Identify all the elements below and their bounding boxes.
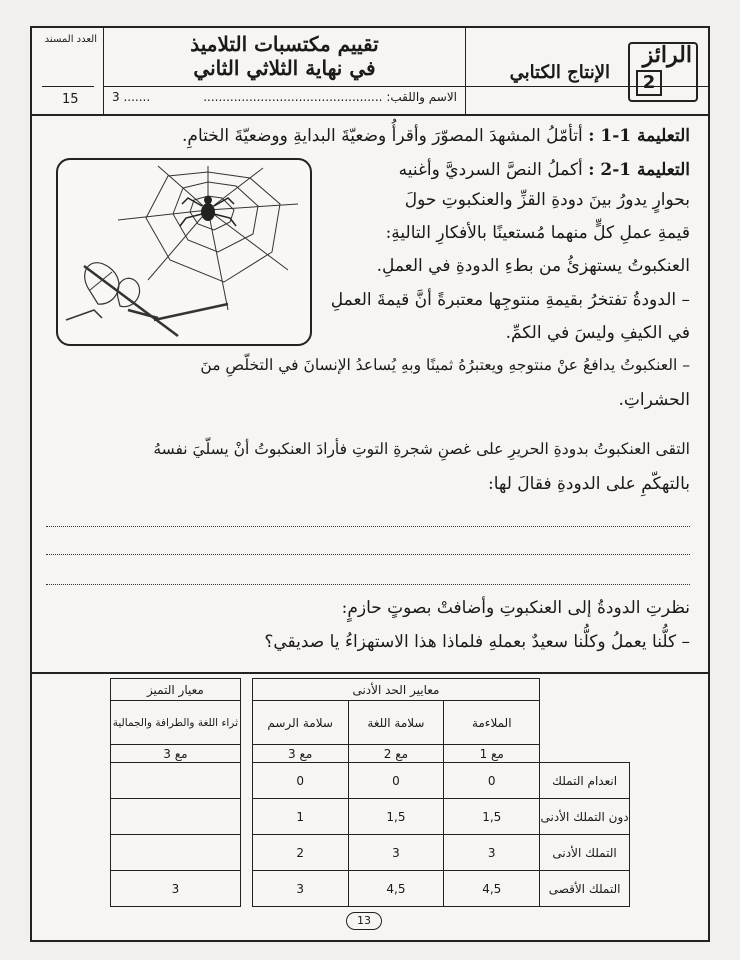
score-cell: 4,5	[444, 871, 540, 907]
logo-text: الرائز	[642, 42, 692, 68]
idea-2-cont: في الكيفِ وليسَ في الكمِّ.	[505, 323, 690, 343]
exam-title: تقييم مكتسبات التلاميذ	[190, 32, 379, 56]
table-row	[111, 799, 630, 835]
end-situation-1: نظرتِ الدودةُ إلى العنكبوتِ وأضافتْ بصوتٍ حازمٍ:	[341, 598, 690, 618]
idea-1: العنكبوتُ يستهزئُ من بطءِ الدودةِ في العملِ.	[376, 256, 690, 276]
exam-subtitle: في نهاية الثلاثي الثاني	[193, 56, 376, 80]
score-cell	[111, 799, 241, 835]
score-box	[32, 28, 104, 114]
start-situation-2: بالتهكّمِ على الدودةِ فقالَ لها:	[487, 474, 690, 494]
criterion-2: سلامة اللغة	[348, 701, 444, 745]
score-cell: 4,5	[348, 871, 444, 907]
instruction-2-label: التعليمة 1-2 :	[588, 160, 690, 180]
section-title: الإنتاج الكتابي	[509, 62, 610, 83]
exam-page	[30, 26, 710, 942]
score-cell	[111, 835, 241, 871]
name-dots: ...............................................	[203, 90, 383, 104]
instruction-1-text: أتأمّلُ المشهدَ المصوّرَ وأقرأُ وضعيّةَ البدايةِ ووضعيّةَ الختامِ.	[182, 126, 583, 146]
score-cell: 3	[444, 835, 540, 871]
instruction-1-label: التعليمة 1-1 :	[588, 126, 690, 146]
spider-web-icon	[58, 160, 310, 344]
excellence-criterion: ثراء اللغة والطرافة والجمالية	[111, 701, 241, 745]
student-name-field[interactable]	[203, 90, 457, 104]
score-cell: 0	[348, 763, 444, 799]
header-bottom-border	[32, 114, 708, 116]
start-situation-1: التقى العنكبوتُ بدودةِ الحريرِ على غصنِ شجرةِ التوتِ فأرادَ العنكبوتُ أنْ يسلّيَ نفسهُ	[153, 440, 690, 458]
score-cell: 3	[348, 835, 444, 871]
partial-score: 3 .......	[112, 90, 151, 104]
grid-separator	[32, 672, 708, 674]
row-label: دون التملك الأدنى	[540, 799, 630, 835]
score-box-label: العدد المسند	[44, 34, 97, 45]
score-total: 15	[62, 92, 79, 107]
score-cell: 3	[252, 871, 348, 907]
instruction-2	[399, 160, 690, 180]
page-number: 13	[346, 912, 382, 930]
criterion-3-code: مع 3	[252, 745, 348, 763]
prompt-line-2: قيمةِ عملِ كلٍّ منهما مُستعينًا بالأفكارِ التاليةِ:	[385, 223, 690, 243]
name-label: الاسم واللقب:	[386, 90, 457, 104]
spider-web-illustration	[56, 158, 312, 346]
table-row	[111, 835, 630, 871]
excellence-code: مع 3	[111, 745, 241, 763]
idea-2: – الدودةُ تفتخرُ بقيمةِ منتوجِها معتبرةً أنَّ قيمةَ العملِ	[330, 290, 690, 310]
criterion-1: الملاءمة	[444, 701, 540, 745]
end-situation-2: – كلُّنا يعملُ وكلُّنا سعيدٌ بعملهِ فلماذا هذا الاستهزاءُ يا صديقي؟	[264, 632, 690, 652]
score-cell: 0	[444, 763, 540, 799]
prompt-line-1: بحوارٍ يدورُ بينَ دودةِ القزِّ والعنكبوتِ حولَ	[404, 190, 690, 210]
score-cell	[111, 763, 241, 799]
answer-line-1[interactable]	[46, 526, 690, 527]
table-row	[111, 871, 630, 907]
idea-3: – العنكبوتُ يدافعُ عنْ منتوجهِ ويعتبرُهُ ثمينًا وبهِ يُساعدُ الإنسانَ في التخلّصِ منَ	[200, 356, 690, 374]
excellence-header: معيار التميز	[111, 679, 241, 701]
grading-grid	[110, 678, 630, 907]
criterion-2-code: مع 2	[348, 745, 444, 763]
score-cell: 2	[252, 835, 348, 871]
score-divider	[42, 86, 94, 87]
header	[32, 28, 708, 114]
header-divider	[104, 86, 708, 87]
score-cell: 0	[252, 763, 348, 799]
score-cell: 1	[252, 799, 348, 835]
table-row	[111, 763, 630, 799]
score-cell: 3	[111, 871, 241, 907]
criterion-1-code: مع 1	[444, 745, 540, 763]
score-cell: 1,5	[444, 799, 540, 835]
criterion-3: سلامة الرسم	[252, 701, 348, 745]
brand-box	[466, 28, 708, 114]
answer-line-3[interactable]	[46, 584, 690, 585]
idea-3-cont: الحشراتِ.	[618, 390, 690, 410]
row-label: التملك الأدنى	[540, 835, 630, 871]
instruction-2-text: أكملُ النصَّ السرديَّ وأغنيه	[398, 160, 583, 180]
score-cell: 1,5	[348, 799, 444, 835]
logo-number: 2	[636, 70, 662, 96]
title-box	[104, 28, 466, 114]
min-criteria-header: معايير الحد الأدنى	[252, 679, 539, 701]
row-label: انعدام التملك	[540, 763, 630, 799]
instruction-1	[182, 126, 690, 146]
row-label: التملك الأقصى	[540, 871, 630, 907]
answer-line-2[interactable]	[46, 554, 690, 555]
logo	[628, 42, 698, 102]
